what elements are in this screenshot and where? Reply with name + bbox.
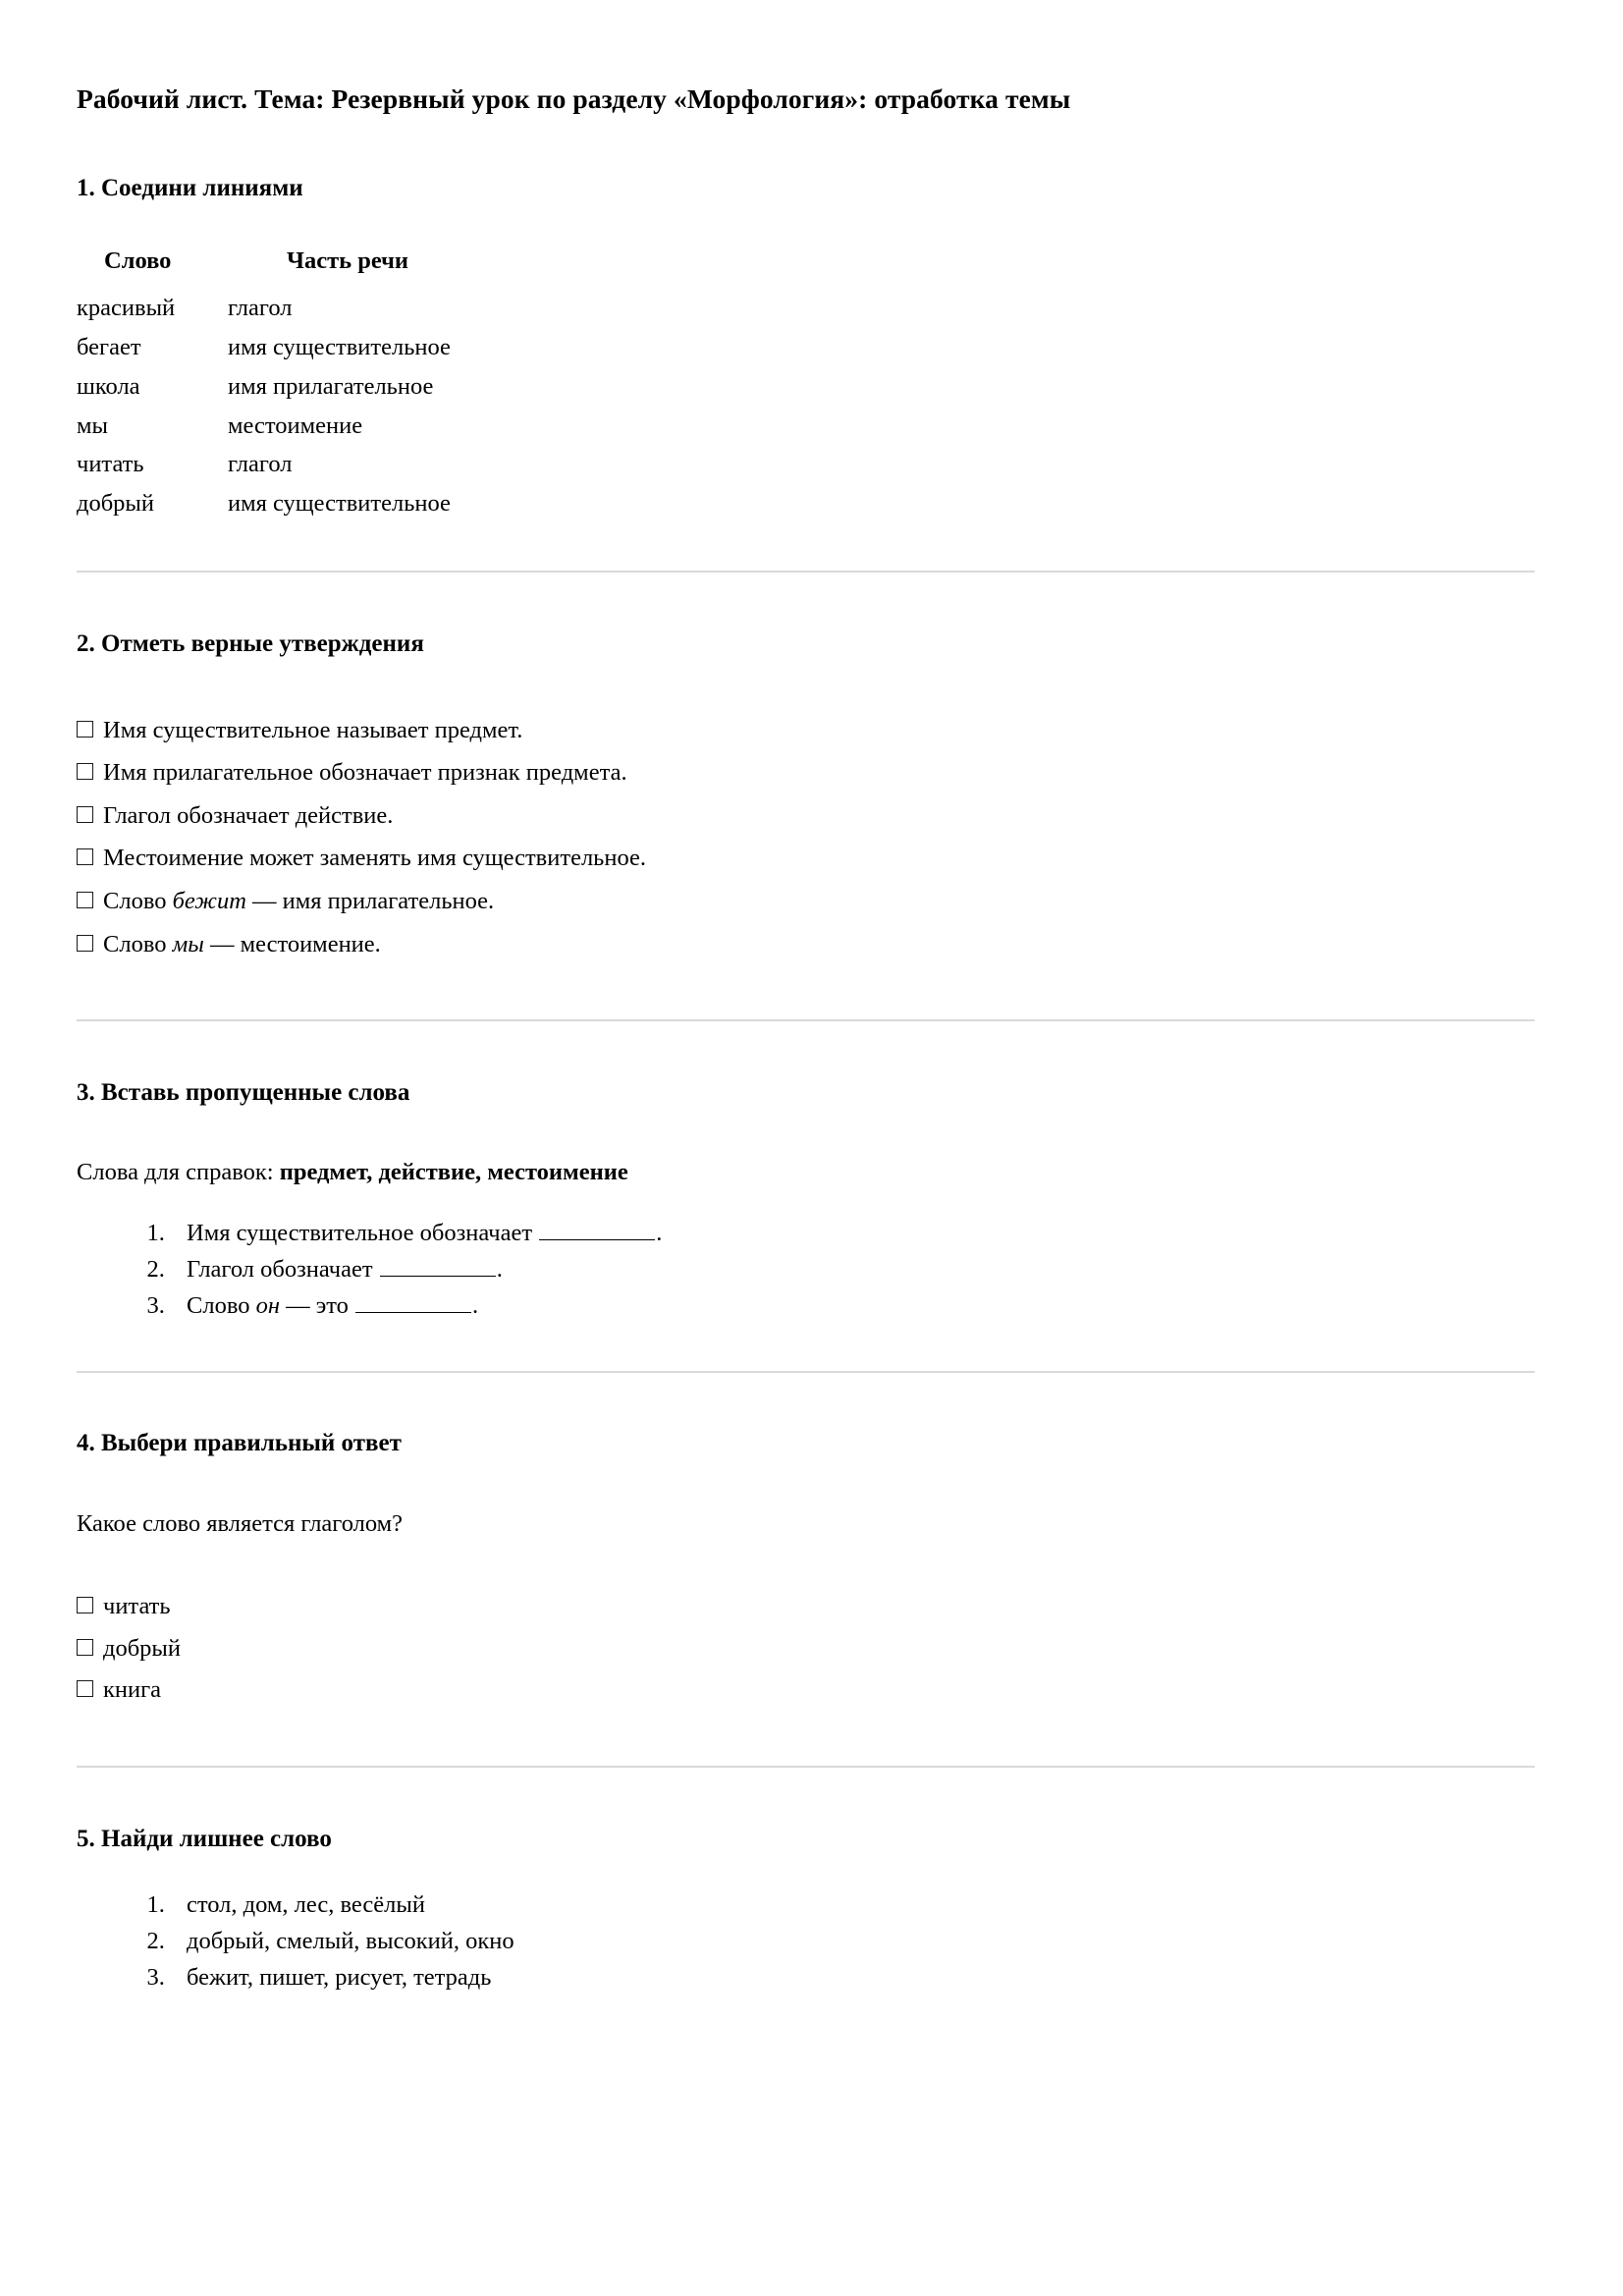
fill-in-blank-list <box>77 1217 1535 1323</box>
answer-option-label: книга <box>103 1676 162 1704</box>
checkbox-icon[interactable] <box>77 1597 93 1613</box>
true-statements-list <box>77 715 1535 960</box>
checkbox-icon[interactable] <box>77 892 93 908</box>
odd-one-out-item[interactable]: 2. добрый, смелый, высокий, окно <box>171 1925 1535 1959</box>
table-row <box>77 371 451 410</box>
statement-item[interactable] <box>77 715 1535 747</box>
section-5-heading: 5. Найди лишнее слово <box>77 1825 332 1852</box>
answer-option[interactable] <box>77 1633 1535 1666</box>
reference-label: Слова для справок: <box>77 1158 280 1185</box>
table-cell-part-of-speech: местоимение <box>228 411 363 439</box>
section-1 <box>77 173 1535 527</box>
table-cell-part-of-speech: имя прилагательное <box>228 372 434 400</box>
checkbox-icon[interactable] <box>77 1639 93 1656</box>
odd-one-out-item[interactable]: 1. стол, дом, лес, весёлый <box>171 1888 1535 1923</box>
item-prefix: Глагол обозначает <box>187 1256 379 1284</box>
checkbox-icon[interactable] <box>77 806 93 823</box>
table-cell-part-of-speech: имя существительное <box>228 333 451 360</box>
table-row <box>77 332 451 371</box>
fill-in-blank-item[interactable] <box>171 1253 1535 1287</box>
table-row <box>77 410 451 450</box>
section-2 <box>77 629 1535 960</box>
table-header <box>77 246 451 293</box>
page-title: Рабочий лист. Тема: Резервный урок по разделу «Морфология»: отработка темы <box>77 83 1071 114</box>
statement-italic-word: бежит <box>172 887 246 914</box>
divider-1-wrap <box>77 571 1535 573</box>
item-italic-word: он <box>255 1292 280 1320</box>
fill-in-blank-item[interactable] <box>171 1217 1535 1251</box>
reference-words: предмет, действие, местоимение <box>279 1158 628 1185</box>
statement-prefix: Глагол обозначает действие. <box>103 801 394 829</box>
item-suffix: . <box>656 1220 663 1247</box>
section-5 <box>77 1824 1535 1995</box>
table-cell-word: мы <box>77 411 108 439</box>
item-prefix: Имя существительное обозначает <box>187 1220 539 1247</box>
section-divider <box>77 1019 1535 1021</box>
blank-input[interactable] <box>380 1255 496 1277</box>
table-cell-word: добрый <box>77 490 155 518</box>
table-row <box>77 488 451 527</box>
table-row <box>77 449 451 488</box>
statement-text <box>103 802 393 829</box>
answer-options-list <box>77 1591 1535 1707</box>
question-text: Какое слово является глаголом? <box>77 1510 404 1538</box>
item-suffix: . <box>472 1292 479 1320</box>
statement-prefix: Имя прилагательное обозначает признак предмета. <box>103 759 627 787</box>
statement-prefix: Слово <box>103 930 173 957</box>
table-cell-word: школа <box>77 372 140 400</box>
section-divider <box>77 1766 1535 1768</box>
section-4-heading: 4. Выбери правильный ответ <box>77 1429 402 1456</box>
statement-suffix: — местоимение. <box>203 930 381 957</box>
statement-item[interactable] <box>77 757 1535 790</box>
statement-text <box>103 845 646 871</box>
answer-option-label: добрый <box>103 1634 182 1662</box>
table-cell-part-of-speech: глагол <box>228 295 293 322</box>
checkbox-icon[interactable] <box>77 848 93 865</box>
answer-option[interactable] <box>77 1674 1535 1707</box>
word-part-of-speech-table <box>77 246 451 527</box>
checkbox-icon[interactable] <box>77 1680 93 1697</box>
section-1-heading: 1. Соедини линиями <box>77 174 303 201</box>
fill-in-blank-item[interactable] <box>171 1289 1535 1324</box>
statement-text <box>103 931 381 957</box>
statement-prefix: Местоимение может заменять имя существительное. <box>103 845 646 872</box>
statement-item[interactable] <box>77 886 1535 918</box>
item-prefix: Слово <box>187 1292 256 1320</box>
statement-italic-word: мы <box>172 930 204 957</box>
statement-text <box>103 717 522 743</box>
statement-item[interactable] <box>77 800 1535 833</box>
table-cell-part-of-speech: глагол <box>228 451 293 478</box>
statement-suffix: — имя прилагательное. <box>245 887 495 914</box>
checkbox-icon[interactable] <box>77 721 93 738</box>
odd-one-out-list <box>77 1888 1535 1995</box>
odd-one-out-item[interactable]: 3. бежит, пишет, рисует, тетрадь <box>171 1961 1535 1995</box>
statement-prefix: Слово <box>103 887 173 914</box>
statement-text <box>103 888 494 914</box>
section-3-heading: 3. Вставь пропущенные слова <box>77 1079 410 1107</box>
statement-item[interactable] <box>77 929 1535 961</box>
divider-2-wrap <box>77 1019 1535 1021</box>
section-divider <box>77 571 1535 573</box>
checkbox-icon[interactable] <box>77 763 93 780</box>
table-cell-part-of-speech: имя существительное <box>228 490 451 518</box>
divider-4-wrap <box>77 1766 1535 1768</box>
table-body <box>77 293 451 527</box>
table-row <box>77 293 451 332</box>
table-cell-word: бегает <box>77 333 141 360</box>
statement-item[interactable] <box>77 843 1535 875</box>
blank-input[interactable] <box>355 1291 471 1313</box>
section-4 <box>77 1428 1535 1707</box>
blank-input[interactable] <box>539 1220 655 1241</box>
checkbox-icon[interactable] <box>77 935 93 952</box>
table-cell-word: читать <box>77 451 144 478</box>
column-header-word: Слово <box>104 247 172 275</box>
section-2-heading: 2. Отметь верные утверждения <box>77 630 424 658</box>
statement-text <box>103 759 627 786</box>
item-middle: — это <box>280 1292 355 1320</box>
column-header-part-of-speech: Часть речи <box>287 247 409 275</box>
table-header-row <box>77 246 451 293</box>
section-divider <box>77 1371 1535 1373</box>
divider-3-wrap <box>77 1371 1535 1373</box>
answer-option[interactable] <box>77 1591 1535 1623</box>
reference-words-line <box>77 1157 1535 1188</box>
item-suffix: . <box>496 1256 503 1284</box>
table-cell-word: красивый <box>77 295 176 322</box>
section-3 <box>77 1077 1535 1324</box>
statement-prefix: Имя существительное называет предмет. <box>103 716 523 743</box>
answer-option-label: читать <box>103 1593 171 1620</box>
